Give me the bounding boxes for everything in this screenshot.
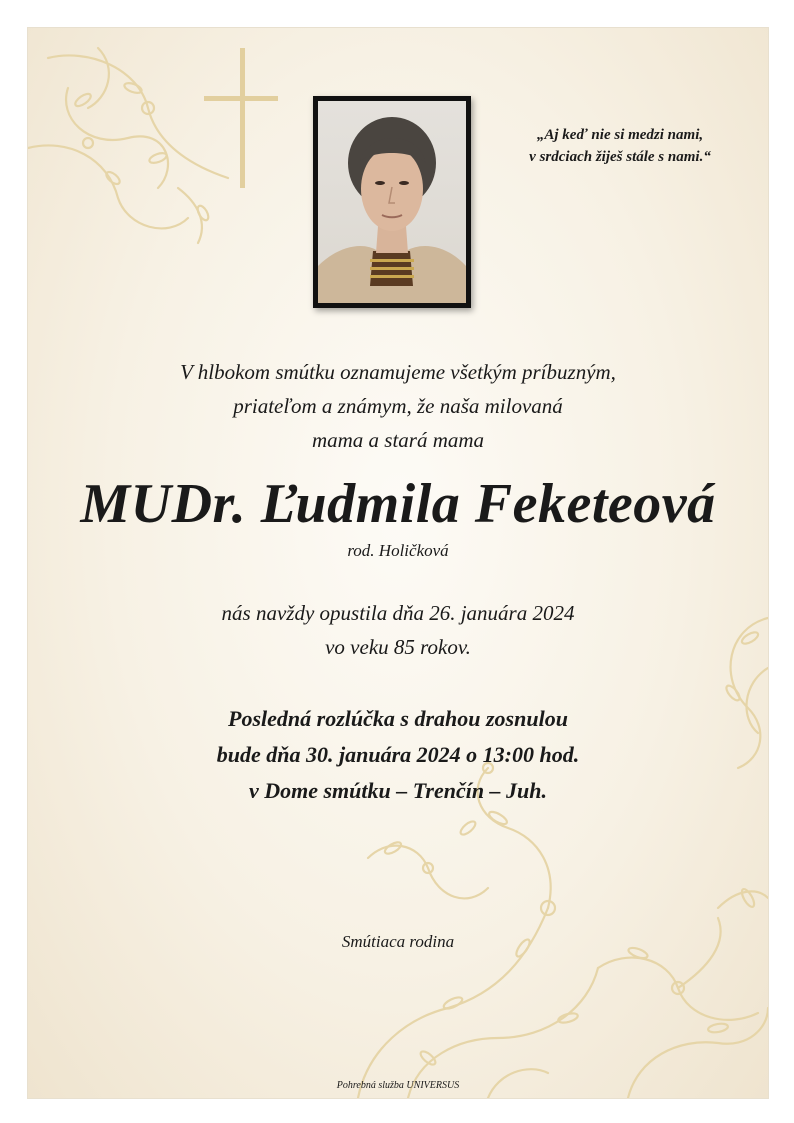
funeral-line: Posledná rozlúčka s drahou zosnulou xyxy=(228,706,568,731)
announcement-line: V hlbokom smútku oznamujeme všetkým príbuzným, xyxy=(180,360,616,384)
maiden-name: rod. Holičková xyxy=(347,541,449,560)
announcement-line: priateľom a známym, že naša milovaná xyxy=(233,394,563,418)
announcement-line: mama a stará mama xyxy=(311,428,485,452)
family-signature: Smútiaca rodina xyxy=(341,932,455,951)
funeral-details xyxy=(28,701,768,809)
death-notice xyxy=(28,596,768,664)
funeral-service-footer: Pohrebná služba UNIVERSUS xyxy=(336,1080,460,1091)
portrait-photo xyxy=(318,101,466,303)
obituary-page xyxy=(27,27,769,1099)
funeral-line: bude dňa 30. januára 2024 o 13:00 hod. xyxy=(216,742,580,767)
funeral-line: v Dome smútku – Trenčín – Juh. xyxy=(248,778,548,803)
death-notice-line: vo veku 85 rokov. xyxy=(325,635,471,659)
quote-line: „Aj keď nie si medzi nami, xyxy=(536,127,704,143)
quote-line: v srdciach žiješ stále s nami.“ xyxy=(529,149,711,165)
deceased-name: MUDr. Ľudmila Feketeová xyxy=(80,473,716,535)
announcement-text xyxy=(28,355,768,457)
portrait-frame xyxy=(313,96,471,308)
death-notice-line: nás navždy opustila dňa 26. januára 2024 xyxy=(221,601,575,625)
memorial-quote xyxy=(490,124,750,168)
